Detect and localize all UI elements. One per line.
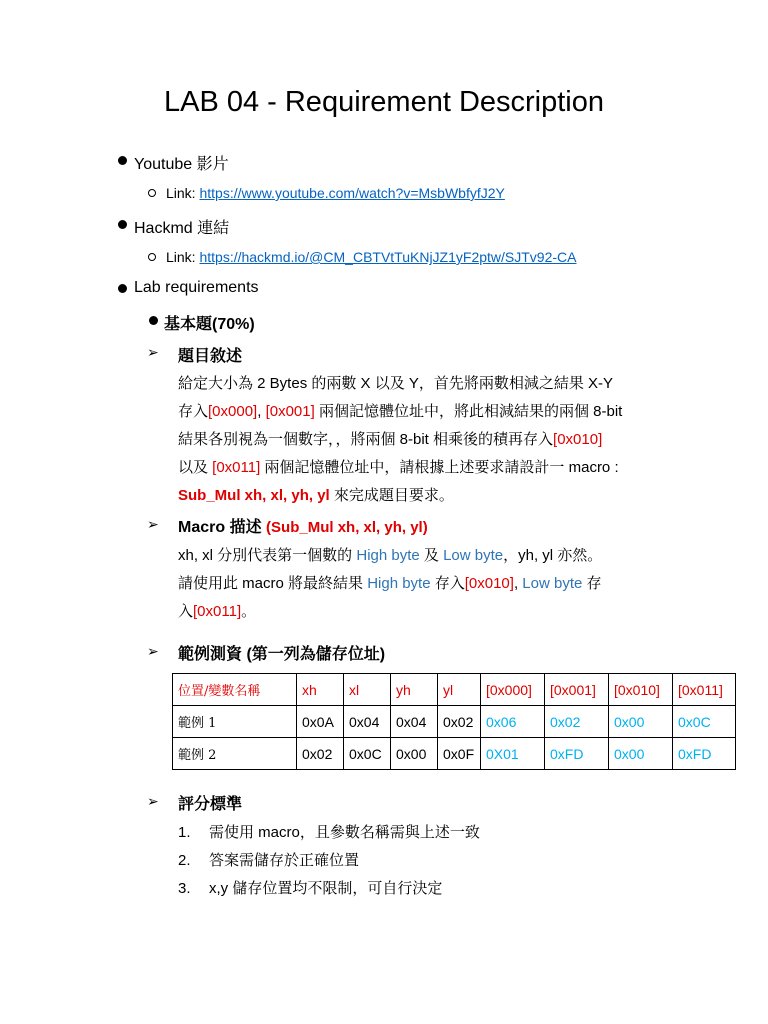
text: , xyxy=(257,403,266,420)
list-number: 2. xyxy=(178,852,191,869)
hackmd-heading: Hackmd 連結 xyxy=(134,220,230,237)
circle-bullet-icon xyxy=(148,253,156,261)
table-cell: 0X01 xyxy=(481,738,545,770)
macro-signature: Sub_Mul xh, xl, yh, yl xyxy=(178,487,330,504)
text: xh, xl 分別代表第一個數的 xyxy=(178,547,357,564)
text: 以及 xyxy=(178,459,213,476)
arrow-icon: ➢ xyxy=(147,643,159,659)
table-header-row xyxy=(173,674,736,706)
link-label: Link: xyxy=(166,249,200,265)
table-row xyxy=(173,738,736,770)
high-byte: High byte xyxy=(367,575,431,592)
desc-line-5 xyxy=(178,484,454,505)
table-header-cell: yh xyxy=(391,674,438,706)
youtube-link-row xyxy=(166,185,505,201)
table-cell: 0x02 xyxy=(545,706,609,738)
table-cell: 0x00 xyxy=(391,738,438,770)
description-heading: 題目敘述 xyxy=(178,348,243,365)
text: 兩個記憶體位址中，請根據上述要求請設計一 macro : xyxy=(260,459,619,476)
text: 及 xyxy=(419,547,444,564)
table-header-cell: yl xyxy=(438,674,481,706)
desc-line-2 xyxy=(178,400,622,421)
hackmd-link[interactable]: https://hackmd.io/@CM_CBTVtTuKNjJZ1yF2ptw/SJTv92-CA xyxy=(199,249,577,265)
text: ，yh, yl 亦然。 xyxy=(503,547,603,564)
address: [0x001] xyxy=(265,403,315,420)
macro-signature: (Sub_Mul xh, xl, yh, yl) xyxy=(266,519,428,536)
text: 兩個記憶體位址中，將此相減結果的兩個 8-bit xyxy=(314,403,623,420)
bullet-icon xyxy=(118,220,127,229)
address: [0x011] xyxy=(193,603,242,620)
youtube-link[interactable]: https://www.youtube.com/watch?v=MsbWbfyfJ2Y xyxy=(199,185,505,201)
arrow-icon: ➢ xyxy=(147,344,159,360)
grading-item xyxy=(178,849,359,870)
text: 入 xyxy=(178,603,194,620)
table-cell: 0x02 xyxy=(297,738,344,770)
table-header-cell: [0x001] xyxy=(545,674,609,706)
table-header-cell: [0x011] xyxy=(673,674,736,706)
macro-line-2 xyxy=(178,572,602,593)
high-byte: High byte xyxy=(356,547,420,564)
table-cell: 0xFD xyxy=(673,738,736,770)
list-text: 答案需儲存於正確位置 xyxy=(209,852,360,869)
text: 來完成題目要求。 xyxy=(329,487,454,504)
table-cell: 範例 2 xyxy=(173,738,297,770)
table-cell: 0x06 xyxy=(481,706,545,738)
example-table xyxy=(172,673,736,770)
address: [0x000] xyxy=(208,403,258,420)
macro-heading-row xyxy=(178,514,428,537)
page-title: LAB 04 - Requirement Description xyxy=(163,86,605,118)
grading-item xyxy=(178,821,480,842)
text: 。 xyxy=(241,603,257,620)
text: 存 xyxy=(582,575,602,592)
table-cell: 0x0C xyxy=(344,738,391,770)
text: 請使用此 macro 將最終結果 xyxy=(178,575,368,592)
list-number: 3. xyxy=(178,880,191,897)
low-byte: Low byte xyxy=(443,547,504,564)
table-cell: 0xFD xyxy=(545,738,609,770)
basic-heading: 基本題(70%) xyxy=(164,316,255,333)
table-cell: 0x04 xyxy=(391,706,438,738)
table-cell: 0x02 xyxy=(438,706,481,738)
table-cell: 0x0A xyxy=(297,706,344,738)
arrow-icon: ➢ xyxy=(147,793,159,809)
table-row xyxy=(173,706,736,738)
text: , xyxy=(513,575,523,592)
text: 存入 xyxy=(178,403,209,420)
address: [0x010] xyxy=(553,431,603,448)
youtube-heading: Youtube 影片 xyxy=(134,156,229,173)
macro-line-3 xyxy=(178,600,256,621)
table-cell: 0x04 xyxy=(344,706,391,738)
list-text: x,y 儲存位置均不限制，可自行決定 xyxy=(209,880,443,897)
table-header-cell: 位置/變數名稱 xyxy=(173,674,297,706)
table-cell: 0x0C xyxy=(673,706,736,738)
address: [0x010] xyxy=(464,575,514,592)
grading-heading: 評分標準 xyxy=(178,796,243,813)
desc-line-1: 給定大小為 2 Bytes 的兩數 X 以及 Y，首先將兩數相減之結果 X-Y xyxy=(178,375,614,392)
table-cell: 0x00 xyxy=(609,738,673,770)
table-header-cell: xh xyxy=(297,674,344,706)
desc-line-3 xyxy=(178,428,602,449)
circle-bullet-icon xyxy=(148,189,156,197)
table-cell: 範例 1 xyxy=(173,706,297,738)
table-header-cell: [0x000] xyxy=(481,674,545,706)
hackmd-link-row xyxy=(166,249,576,265)
link-label: Link: xyxy=(166,185,200,201)
bullet-icon xyxy=(118,284,127,293)
text: 結果各別視為一個數字，，將兩個 8-bit 相乘後的積再存入 xyxy=(178,431,554,448)
list-number: 1. xyxy=(178,824,191,841)
macro-heading: Macro 描述 xyxy=(178,519,262,536)
lab-requirements-heading: Lab requirements xyxy=(134,279,259,296)
grading-item xyxy=(178,877,442,898)
macro-line-1 xyxy=(178,544,602,565)
arrow-icon: ➢ xyxy=(147,516,159,532)
table-cell: 0x00 xyxy=(609,706,673,738)
list-text: 需使用 macro，且參數名稱需與上述一致 xyxy=(209,824,480,841)
table-cell: 0x0F xyxy=(438,738,481,770)
desc-line-4 xyxy=(178,456,619,477)
text: 存入 xyxy=(430,575,465,592)
example-heading: 範例測資 (第一列為儲存位址) xyxy=(178,646,386,663)
address: [0x011] xyxy=(212,459,261,476)
bullet-icon xyxy=(118,156,127,165)
table-header-cell: xl xyxy=(344,674,391,706)
table-header-cell: [0x010] xyxy=(609,674,673,706)
low-byte: Low byte xyxy=(522,575,583,592)
bullet-icon xyxy=(149,316,158,325)
